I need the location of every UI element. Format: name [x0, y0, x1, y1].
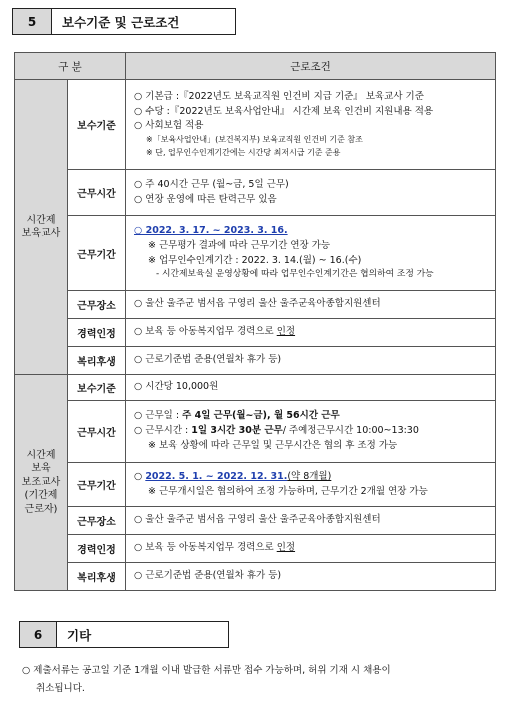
content-line — [134, 541, 489, 556]
content-note: ※ 업무인수인계기간 : 2022. 3. 14.(월) ~ 16.(수) — [148, 254, 362, 266]
group-label-line: 시간제 — [26, 449, 56, 461]
table-row — [15, 216, 496, 291]
conditions-table — [14, 52, 496, 591]
header-conditions: 근로조건 — [126, 53, 496, 80]
row-category: 근무장소 — [68, 291, 126, 319]
row-category: 근무기간 — [68, 216, 126, 291]
group-label-line: 보육 — [31, 463, 51, 475]
row-content — [126, 463, 496, 507]
row-content — [126, 375, 496, 401]
row-category: 보수기준 — [68, 375, 126, 401]
table-row — [15, 535, 496, 563]
content-line: ○ 수당 :『2022년도 보육사업안내』 시간제 보육 인건비 지원내용 적용 — [134, 105, 434, 117]
group-label-line: 보조교사 — [21, 476, 61, 488]
hours-prefix: ○ 근무일 : — [134, 410, 183, 422]
hours-prefix: ○ 근무시간 : — [134, 425, 192, 437]
content-line: ○ 근로기준법 준용(연월차 휴가 등) — [134, 354, 282, 366]
section-number: 5 — [12, 8, 52, 35]
career-text: ○ 보육 등 아동복지업무 경력으로 — [134, 326, 277, 338]
table-header-row — [15, 53, 496, 80]
table-row — [15, 347, 496, 375]
group-label-line: 근로자) — [24, 503, 58, 515]
row-content — [126, 401, 496, 463]
section-number: 6 — [19, 621, 57, 648]
table-row — [15, 507, 496, 535]
row-content — [126, 319, 496, 347]
row-category: 근무시간 — [68, 170, 126, 216]
content-line: ○ 울산 울주군 범서읍 구영리 울산 울주군육아종합지원센터 — [134, 298, 381, 310]
content-note: ※ 근무개시일은 협의하여 조정 가능하며, 근무기간 2개월 연장 가능 — [148, 485, 428, 497]
period-duration: (약 8개월) — [287, 470, 332, 482]
section-title: 보수기준 및 근로조건 — [52, 8, 236, 35]
career-text: ○ 보육 등 아동복지업무 경력으로 — [134, 542, 277, 554]
table-row — [15, 375, 496, 401]
section-6-header — [19, 621, 229, 648]
row-content — [126, 80, 496, 170]
section-5-header — [12, 8, 236, 35]
career-underline: 인정 — [276, 326, 296, 338]
period-dates: 2022. 5. 1. ~ 2022. 12. 31. — [145, 470, 288, 482]
table-row — [15, 463, 496, 507]
content-line: ○ 기본급 :『2022년도 보육교직원 인건비 지급 기준』 보육교사 기준 — [134, 91, 424, 103]
content-line — [134, 424, 489, 439]
row-content — [126, 170, 496, 216]
content-line — [134, 325, 489, 340]
content-note: ※ 근무평가 결과에 따라 근무기간 연장 가능 — [148, 239, 331, 251]
row-category: 근무기간 — [68, 463, 126, 507]
content-line: ○ 사회보험 적용 — [134, 120, 204, 132]
group-label-part-time-teacher — [15, 80, 68, 375]
content-note: ※ 단, 업무인수인계기간에는 시간당 최저시급 기준 준용 — [146, 147, 341, 157]
footer-note — [22, 662, 492, 698]
hours-bold: 1일 3시간 30분 근무 — [191, 425, 283, 437]
content-note: ※「보육사업안내」(보건복지부) 보육교직원 인건비 기준 참조 — [146, 135, 363, 145]
row-content — [126, 507, 496, 535]
table-row — [15, 80, 496, 170]
row-content — [126, 535, 496, 563]
content-line: ○ 연장 운영에 따른 탄력근무 있음 — [134, 193, 277, 205]
group-label-line: (기간제 — [24, 490, 58, 502]
row-category: 근무시간 — [68, 401, 126, 463]
row-content — [126, 347, 496, 375]
row-content — [126, 216, 496, 291]
period-prefix: ○ — [134, 470, 146, 482]
table-row — [15, 563, 496, 591]
group-label-assistant-teacher — [15, 375, 68, 591]
table-row — [15, 319, 496, 347]
section-title: 기타 — [57, 621, 229, 648]
row-content — [126, 291, 496, 319]
content-line — [134, 470, 489, 485]
hours-bold: 주 4일 근무(월~금), 월 56시간 근무 — [182, 410, 340, 422]
row-category: 근무장소 — [68, 507, 126, 535]
row-content — [126, 563, 496, 591]
footer-line: 취소됩니다. — [36, 683, 85, 695]
table-row — [15, 291, 496, 319]
row-category: 경력인정 — [68, 319, 126, 347]
footer-line: ○ 제출서류는 공고일 기준 1개월 이내 발급한 서류만 접수 가능하며, 허위 기재 시 채용이 — [22, 665, 391, 676]
row-category: 복리후생 — [68, 563, 126, 591]
content-note: ※ 보육 상황에 따라 근무일 및 근무시간은 협의 후 조정 가능 — [148, 439, 398, 451]
hours-suffix: / 주예정근무시간 10:00~13:30 — [282, 425, 419, 437]
table-row — [15, 170, 496, 216]
group-label-line: 보육교사 — [21, 228, 61, 239]
content-line: ○ 울산 울주군 범서읍 구영리 울산 울주군육아종합지원센터 — [134, 514, 381, 526]
table-row — [15, 401, 496, 463]
group-label-line: 시간제 — [26, 214, 56, 226]
content-note: - 시간제보육실 운영상황에 따라 업무인수인계기간은 협의하여 조정 가능 — [156, 269, 434, 280]
header-category: 구 분 — [15, 53, 126, 80]
content-line: ○ 주 40시간 근무 (월~금, 5일 근무) — [134, 178, 289, 190]
career-underline: 인정 — [276, 542, 296, 554]
row-category: 경력인정 — [68, 535, 126, 563]
content-line — [134, 409, 489, 424]
row-category: 보수기준 — [68, 80, 126, 170]
period-dates: ○ 2022. 3. 17. ~ 2023. 3. 16. — [134, 225, 288, 237]
row-category: 복리후생 — [68, 347, 126, 375]
content-line: ○ 근로기준법 준용(연월차 휴가 등) — [134, 570, 282, 582]
content-line: ○ 시간당 10,000원 — [134, 381, 219, 393]
